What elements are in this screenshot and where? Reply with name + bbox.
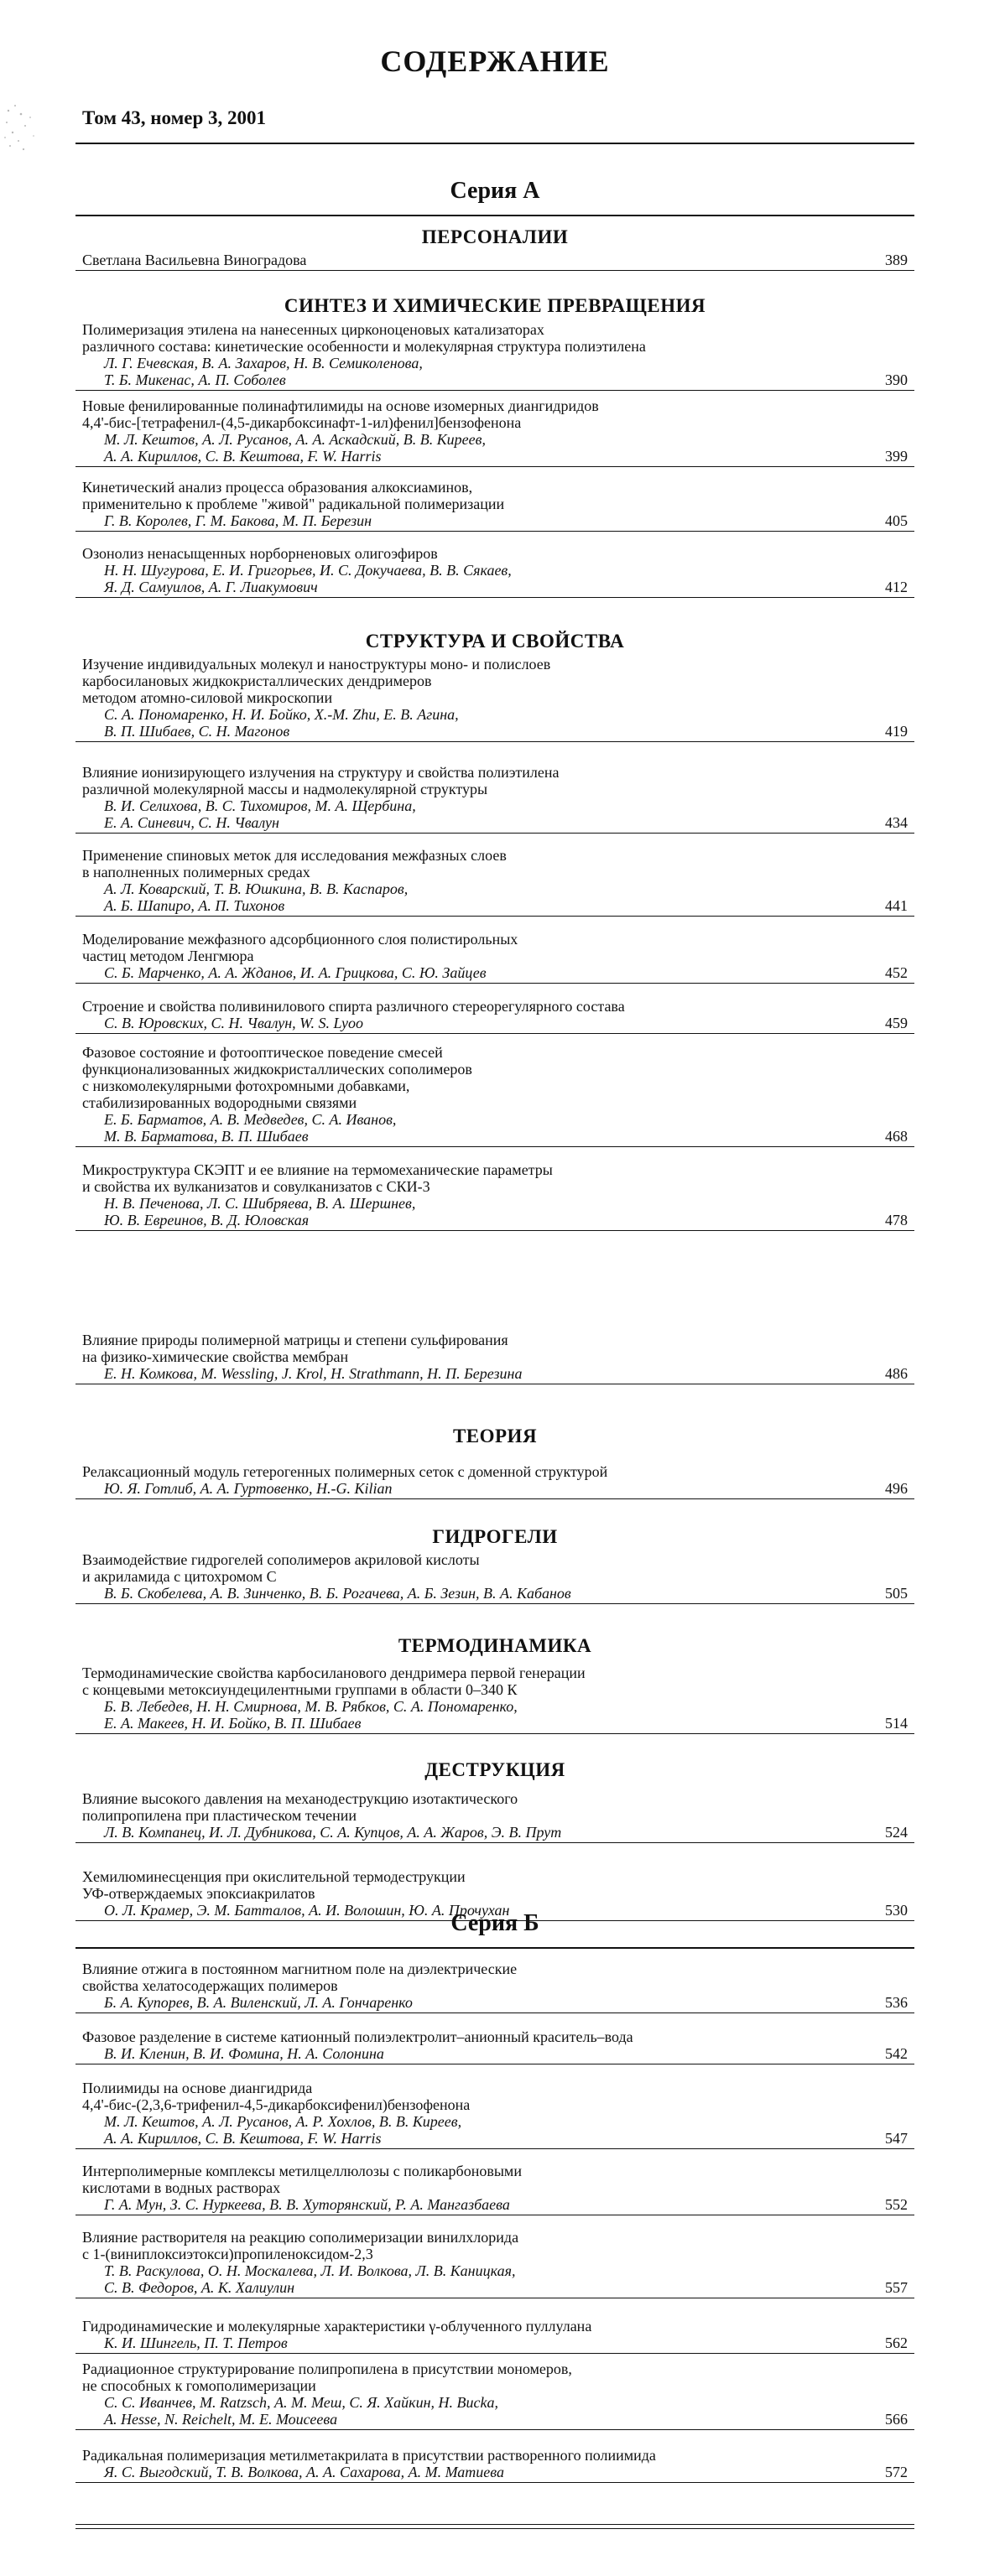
authors-line: Е. Н. Комкова, M. Wessling, J. Krol, H. Strathmann, Н. П. Березина — [104, 1365, 523, 1382]
article-title-line: Релаксационный модуль гетерогенных полимерных сеток с доменной структурой — [82, 1463, 608, 1480]
article-title-line: Влияние высокого давления на механодеструкцию изотактического — [82, 1790, 518, 1807]
article-title-line: Влияние отжига в постоянном магнитном поле на диэлектрические — [82, 1961, 518, 1977]
section-heading: СТРУКТУРА И СВОЙСТВА — [365, 631, 625, 652]
authors-line: Г. В. Королев, Г. М. Бакова, М. П. Березин — [104, 512, 372, 529]
bottom-double-rule — [75, 2524, 914, 2529]
section-heading: ПЕРСОНАЛИИ — [421, 226, 569, 247]
article-title-line: Полиимиды на основе диангидрида — [82, 2080, 313, 2096]
authors-line: С. В. Федоров, А. К. Халиулин — [104, 2279, 295, 2296]
authors-line: Г. А. Мун, З. С. Нуркеева, В. В. Хуторянский, Р. А. Мангазбаева — [104, 2196, 510, 2213]
entry-underline — [75, 1033, 914, 1034]
page-number: 505 — [885, 1585, 908, 1602]
article-title-line: Светлана Васильевна Виноградова — [82, 252, 307, 268]
page-number: 390 — [885, 371, 908, 388]
library-stamp-mark — [0, 94, 59, 161]
page-number: 562 — [885, 2334, 908, 2351]
article-title-line: Влияние природы полимерной матрицы и степени сульфирования — [82, 1332, 508, 1348]
entry-underline — [75, 983, 914, 984]
page-number: 412 — [885, 579, 908, 595]
article-title-line: Радиационное структурирование полипропилена в присутствии мономеров, — [82, 2360, 572, 2377]
toc-entry — [82, 764, 914, 831]
toc-entry — [82, 2028, 914, 2062]
authors-line: Ю. Я. Готлиб, А. А. Гуртовенко, H.-G. Kilian — [104, 1480, 393, 1497]
authors-line: М. В. Барматова, В. П. Шибаев — [104, 1128, 309, 1145]
article-title-line: Фазовое состояние и фотооптическое поведение смесей — [82, 1044, 443, 1061]
entry-underline — [75, 1733, 914, 1734]
toc-entry — [82, 847, 914, 914]
toc-entry — [82, 1044, 914, 1145]
article-title-line: Строение и свойства поливинилового спирта различного стереорегулярного состава — [82, 998, 625, 1015]
toc-entry — [82, 1790, 914, 1841]
entry-underline — [75, 1498, 914, 1499]
article-title-line: с концевыми метоксиундецилентными группами в области 0–340 К — [82, 1681, 518, 1698]
entry-underline — [75, 741, 914, 742]
header-rule — [75, 143, 914, 144]
authors-line: Н. В. Печенова, Л. С. Шибряева, В. А. Шершнев, — [104, 1195, 416, 1212]
series-title: Серия Б — [450, 1910, 539, 1936]
toc-entry — [82, 1551, 914, 1602]
authors-line: В. П. Шибаев, С. Н. Магонов — [104, 723, 290, 740]
article-title-line: Озонолиз ненасыщенных норборненовых олигоэфиров — [82, 545, 438, 562]
article-title-line: УФ-отверждаемых эпоксиакрилатов — [82, 1885, 315, 1902]
toc-entry — [82, 1161, 914, 1228]
authors-line: М. Л. Кештов, А. Л. Русанов, А. А. Аскадский, В. В. Киреев, — [104, 431, 486, 448]
article-title-line: применительно к проблеме "живой" радикальной полимеризации — [82, 496, 505, 512]
page-number: 399 — [885, 448, 908, 465]
entry-underline — [75, 390, 914, 391]
toc-entry — [82, 1463, 914, 1497]
page-number: 530 — [885, 1902, 908, 1919]
authors-line: Е. А. Макеев, Н. И. Бойко, В. П. Шибаев — [104, 1715, 362, 1732]
article-title-line: и акриламида с цитохромом С — [82, 1568, 277, 1585]
page-number: 566 — [885, 2411, 908, 2428]
authors-line: В. И. Селихова, В. С. Тихомиров, М. А. Щербина, — [104, 797, 416, 814]
article-title-line: Изучение индивидуальных молекул и наноструктуры моно- и полислоев — [82, 656, 551, 673]
toc-entry — [82, 252, 914, 268]
toc-entry — [82, 1332, 914, 1382]
page-number: 452 — [885, 964, 908, 981]
article-title-line: Влияние ионизирующего излучения на структуру и свойства полиэтилена — [82, 764, 560, 781]
toc-entry — [82, 397, 914, 465]
page-number: 405 — [885, 512, 908, 529]
entry-underline — [75, 2012, 914, 2013]
toc-entry — [82, 2318, 914, 2351]
entry-underline — [75, 1146, 914, 1147]
article-title-line: полипропилена при пластическом течении — [82, 1807, 357, 1824]
entry-underline — [75, 916, 914, 917]
page-number: 496 — [885, 1480, 908, 1497]
toc-entry — [82, 321, 914, 388]
page-number: 419 — [885, 723, 908, 740]
section-heading: ТЕОРИЯ — [452, 1426, 538, 1446]
authors-line: Б. А. Купорев, В. А. Виленский, Л. А. Гончаренко — [104, 1994, 413, 2011]
entry-underline — [75, 1230, 914, 1231]
authors-line: Л. В. Компанец, И. Л. Дубникова, С. А. Купцов, А. А. Жаров, Э. В. Прут — [104, 1824, 562, 1841]
page-number: 542 — [885, 2045, 908, 2062]
toc-entry — [82, 2080, 914, 2147]
article-title-line: Радикальная полимеризация метилметакрилата в присутствии растворенного полиимида — [82, 2447, 656, 2464]
page-number: 441 — [885, 897, 908, 914]
toc-entry — [82, 479, 914, 529]
article-title-line: 4,4'-бис-[тетрафенил-(4,5-дикарбоксинафт-1-ил)фенил]бензофенона — [82, 414, 522, 431]
page-number: 572 — [885, 2464, 908, 2480]
toc-entry — [82, 656, 914, 740]
entry-underline — [75, 597, 914, 598]
article-title-line: с низкомолекулярными фотохромными добавками, — [82, 1078, 410, 1094]
authors-line: С. С. Иванчев, M. Ratzsch, А. М. Меш, С. Я. Хайкин, H. Bucka, — [104, 2394, 498, 2411]
authors-line: В. И. Кленин, В. И. Фомина, Н. А. Солонина — [104, 2045, 384, 2062]
authors-line: Я. Д. Самуилов, А. Г. Лиакумович — [104, 579, 318, 595]
authors-line: С. В. Юровских, С. Н. Чвалун, W. S. Lyoo — [104, 1015, 363, 1031]
page-number: 459 — [885, 1015, 908, 1031]
authors-line: О. Л. Крамер, Э. М. Батталов, А. И. Волошин, Ю. А. Прочухан — [104, 1902, 510, 1919]
page-number: 389 — [885, 252, 908, 268]
toc-entry — [82, 998, 914, 1031]
authors-line: Е. Б. Барматов, А. В. Медведев, С. А. Иванов, — [104, 1111, 397, 1128]
page-number: 524 — [885, 1824, 908, 1841]
authors-line: В. Б. Скобелева, А. В. Зинченко, В. Б. Рогачева, А. Б. Зезин, В. А. Кабанов — [104, 1585, 571, 1602]
article-title-line: Фазовое разделение в системе катионный полиэлектролит–анионный краситель–вода — [82, 2028, 633, 2045]
entry-underline — [75, 2429, 914, 2430]
article-title-line: Влияние растворителя на реакцию сополимеризации винилхлорида — [82, 2229, 519, 2246]
authors-line: М. Л. Кештов, А. Л. Русанов, А. Р. Хохлов, В. В. Киреев, — [104, 2113, 462, 2130]
page-number: 536 — [885, 1994, 908, 2011]
section-heading: ТЕРМОДИНАМИКА — [398, 1635, 592, 1656]
toc-entry — [82, 1961, 914, 2011]
article-title-line: функционализованных жидкокристаллических сополимеров — [82, 1061, 472, 1078]
article-title-line: на физико-химические свойства мембран — [82, 1348, 349, 1365]
article-title-line: Взаимодействие гидрогелей сополимеров акриловой кислоты — [82, 1551, 480, 1568]
authors-line: Ю. В. Евреинов, В. Д. Юловская — [104, 1212, 310, 1228]
authors-line: Н. Н. Шугурова, Е. И. Григорьев, И. С. Докучаева, В. В. Сякаев, — [104, 562, 512, 579]
entry-underline — [75, 2353, 914, 2354]
toc-entry — [82, 2447, 914, 2480]
article-title-line: Полимеризация этилена на нанесенных цирконоценовых катализаторах — [82, 321, 544, 338]
article-title-line: с 1-(виниплоксиэтокси)пропиленоксидом-2,3 — [82, 2246, 373, 2262]
authors-line: А. Л. Коварский, Т. В. Юшкина, В. В. Каспаров, — [104, 880, 409, 897]
article-title-line: стабилизированных водородными связями — [82, 1094, 357, 1111]
authors-line: Т. В. Раскулова, О. Н. Москалева, Л. И. Волкова, Л. В. Каницкая, — [104, 2262, 516, 2279]
section-heading: СИНТЕЗ И ХИМИЧЕСКИЕ ПРЕВРАЩЕНИЯ — [284, 295, 706, 316]
article-title-line: методом атомно-силовой микроскопии — [82, 689, 333, 706]
article-title-line: Хемилюминесценция при окислительной термодеструкции — [82, 1868, 466, 1885]
authors-line: Б. В. Лебедев, Н. Н. Смирнова, М. В. Рябков, С. А. Пономаренко, — [104, 1698, 518, 1715]
authors-line: А. А. Кириллов, С. В. Кештова, F. W. Harris — [104, 2130, 382, 2147]
authors-line: А. Б. Шапиро, А. П. Тихонов — [104, 897, 285, 914]
article-title-line: различной молекулярной массы и надмолекулярной структуры — [82, 781, 488, 797]
page-number: 434 — [885, 814, 908, 831]
article-title-line: 4,4'-бис-(2,3,6-трифенил-4,5-дикарбоксифенил)бензофенона — [82, 2096, 471, 2113]
authors-line: Е. А. Синевич, С. Н. Чвалун — [104, 814, 279, 831]
article-title-line: Интерполимерные комплексы метилцеллюлозы с поликарбоновыми — [82, 2163, 522, 2179]
article-title-line: Микроструктура СКЭПТ и ее влияние на термомеханические параметры — [82, 1161, 553, 1178]
page-title: СОДЕРЖАНИЕ — [380, 44, 610, 78]
toc-entry — [82, 545, 914, 595]
article-title-line: Кинетический анализ процесса образования алкоксиаминов, — [82, 479, 473, 496]
article-title-line: Термодинамические свойства карбосиланового дендримера первой генерации — [82, 1665, 586, 1681]
entry-underline — [75, 2148, 914, 2149]
article-title-line: и свойства их вулканизатов и совулканизатов с СКИ-3 — [82, 1178, 430, 1195]
entry-underline — [75, 2482, 914, 2483]
authors-line: Т. Б. Микенас, А. П. Соболев — [104, 371, 286, 388]
toc-entry — [82, 931, 914, 981]
entry-underline — [75, 833, 914, 834]
page-number: 486 — [885, 1365, 908, 1382]
series-title: Серия А — [450, 178, 540, 204]
section-heading: ГИДРОГЕЛИ — [432, 1526, 558, 1547]
authors-line: С. Б. Марченко, А. А. Жданов, И. А. Грицкова, С. Ю. Зайцев — [104, 964, 487, 981]
article-title-line: свойства хелатосодержащих полимеров — [82, 1977, 338, 1994]
article-title-line: Гидродинамические и молекулярные характеристики γ-облученного пуллулана — [82, 2318, 592, 2334]
toc-entry — [82, 2360, 914, 2428]
authors-line: А. А. Кириллов, С. В. Кештова, F. W. Harris — [104, 448, 382, 465]
article-title-line: Применение спиновых меток для исследования межфазных слоев — [82, 847, 507, 864]
volume-issue-line: Том 43, номер 3, 2001 — [82, 107, 267, 128]
toc-entry — [82, 2229, 914, 2296]
series-rule — [75, 215, 914, 216]
entry-underline — [75, 270, 914, 271]
authors-line: С. А. Пономаренко, Н. И. Бойко, X.-M. Zhu, Е. В. Агина, — [104, 706, 459, 723]
authors-line: К. И. Шингель, П. Т. Петров — [104, 2334, 288, 2351]
page-number: 478 — [885, 1212, 908, 1228]
article-title-line: Новые фенилированные полинафтилимиды на основе изомерных диангидридов — [82, 397, 599, 414]
toc-entry — [82, 2163, 914, 2213]
entry-underline — [75, 531, 914, 532]
article-title-line: не способных к гомополимеризации — [82, 2377, 316, 2394]
article-title-line: карбосилановых жидкокристаллических дендримеров — [82, 673, 432, 689]
page-number: 514 — [885, 1715, 908, 1732]
entry-underline — [75, 1842, 914, 1843]
page-number: 557 — [885, 2279, 908, 2296]
authors-line: A. Hesse, N. Reichelt, М. Е. Моисеева — [104, 2411, 338, 2428]
article-title-line: частиц методом Ленгмюра — [82, 948, 254, 964]
entry-underline — [75, 466, 914, 467]
series-rule — [75, 1947, 914, 1949]
article-title-line: Моделирование межфазного адсорбционного слоя полистирольных — [82, 931, 518, 948]
section-heading: ДЕСТРУКЦИЯ — [424, 1759, 565, 1780]
authors-line: Я. С. Выгодский, Т. В. Волкова, А. А. Сахарова, А. М. Матиева — [104, 2464, 504, 2480]
article-title-line: кислотами в водных растворах — [82, 2179, 281, 2196]
article-title-line: в наполненных полимерных средах — [82, 864, 310, 880]
article-title-line: различного состава: кинетические особенности и молекулярная структура полиэтилена — [82, 338, 646, 355]
page-number: 468 — [885, 1128, 908, 1145]
entry-underline — [75, 1603, 914, 1604]
authors-line: Л. Г. Ечевская, В. А. Захаров, Н. В. Семиколенова, — [104, 355, 423, 371]
page-number: 547 — [885, 2130, 908, 2147]
page-number: 552 — [885, 2196, 908, 2213]
toc-entry — [82, 1665, 914, 1732]
